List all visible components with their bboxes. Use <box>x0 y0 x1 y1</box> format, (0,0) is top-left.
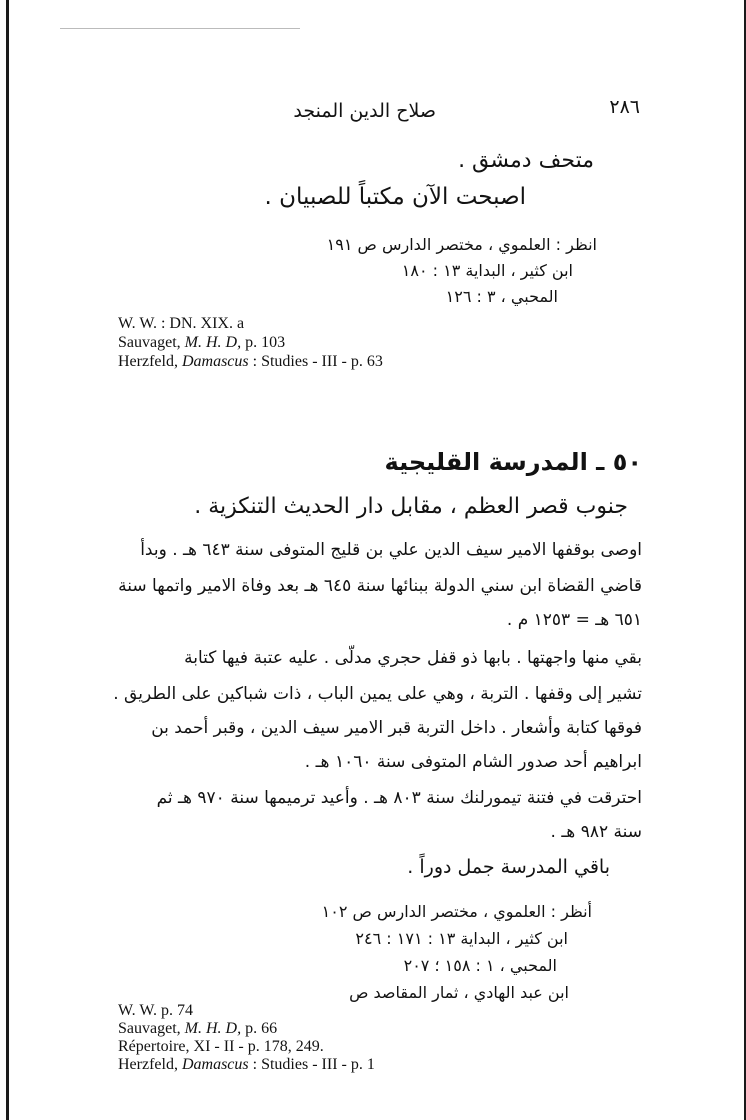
top-ref-3: المحبي ، ٣ : ١٢٦ <box>445 287 558 306</box>
section-location: جنوب قصر العظم ، مقابل دار الحديث التنكزية . <box>194 494 628 519</box>
section-ref-1: أنظر : العلموي ، مختصر الدارس ص ١٠٢ <box>321 902 592 921</box>
scan-smudge-line <box>60 28 300 29</box>
para3-line-2: سنة ٩٨٢ هـ . <box>550 822 642 842</box>
para1-line-2: قاضي القضاة ابن سني الدولة ببنائها سنة ٦٤٥ هـ بعد وفاة الامير واتمها سنة <box>118 576 642 596</box>
para2-line-3: فوقها كتابة وأشعار . داخل التربة قبر الامير سيف الدين ، وقبر أحمد بن <box>151 718 642 738</box>
section-latin-ref-2: Sauvaget, M. H. D, p. 66 <box>118 1020 278 1037</box>
para1-line-1: اوصى بوقفها الامير سيف الدين علي بن قليج المتوفى سنة ٦٤٣ هـ . وبدأ <box>140 540 642 560</box>
running-title: صلاح الدين المنجد <box>293 100 436 122</box>
section-latin-ref-4: Herzfeld, Damascus : Studies - III - p. 1 <box>118 1056 375 1073</box>
top-ref-1: انظر : العلموي ، مختصر الدارس ص ١٩١ <box>326 235 597 254</box>
top-line-2: اصبحت الآن مكتباً للصبيان . <box>264 184 526 210</box>
section-ref-4: ابن عبد الهادي ، ثمار المقاصد ص <box>349 983 569 1002</box>
para1-line-3: ٦٥١ هـ = ١٢٥٣ م . <box>506 610 642 630</box>
section-latin-ref-1: W. W. p. 74 <box>118 1002 193 1019</box>
para2-line-1: بقي منها واجهتها . بابها ذو قفل حجري مدلّى . عليه عتبة فيها كتابة <box>184 648 642 668</box>
scan-left-edge <box>6 0 9 1120</box>
top-line-1: متحف دمشق . <box>458 148 594 173</box>
para2-line-2: تشير إلى وقفها . التربة ، وهي على يمين الباب ، ذات شباكين على الطريق . <box>113 684 642 704</box>
section-ref-3: المحبي ، ١ : ١٥٨ ؛ ٢٠٧ <box>403 956 557 975</box>
section-ref-2: ابن كثير ، البداية ١٣ : ١٧١ : ٢٤٦ <box>355 929 568 948</box>
section-latin-ref-3: Répertoire, XI - II - p. 178, 249. <box>118 1038 324 1055</box>
para4: باقي المدرسة جمل دوراً . <box>407 856 610 878</box>
top-latin-ref-3: Herzfeld, Damascus : Studies - III - p. 63 <box>118 353 383 370</box>
page-number: ٢٨٦ <box>609 96 640 118</box>
section-heading: ٥٠ ـ المدرسة القليجية <box>384 448 642 476</box>
para3-line-1: احترقت في فتنة تيمورلنك سنة ٨٠٣ هـ . وأعيد ترميمها سنة ٩٧٠ هـ ثم <box>156 788 642 808</box>
top-latin-ref-1: W. W. : DN. XIX. a <box>118 315 245 332</box>
top-ref-2: ابن كثير ، البداية ١٣ : ١٨٠ <box>401 261 573 280</box>
top-latin-ref-2: Sauvaget, M. H. D, p. 103 <box>118 334 286 351</box>
para2-line-4: ابراهيم أحد صدور الشام المتوفى سنة ١٠٦٠ هـ . <box>304 752 642 772</box>
